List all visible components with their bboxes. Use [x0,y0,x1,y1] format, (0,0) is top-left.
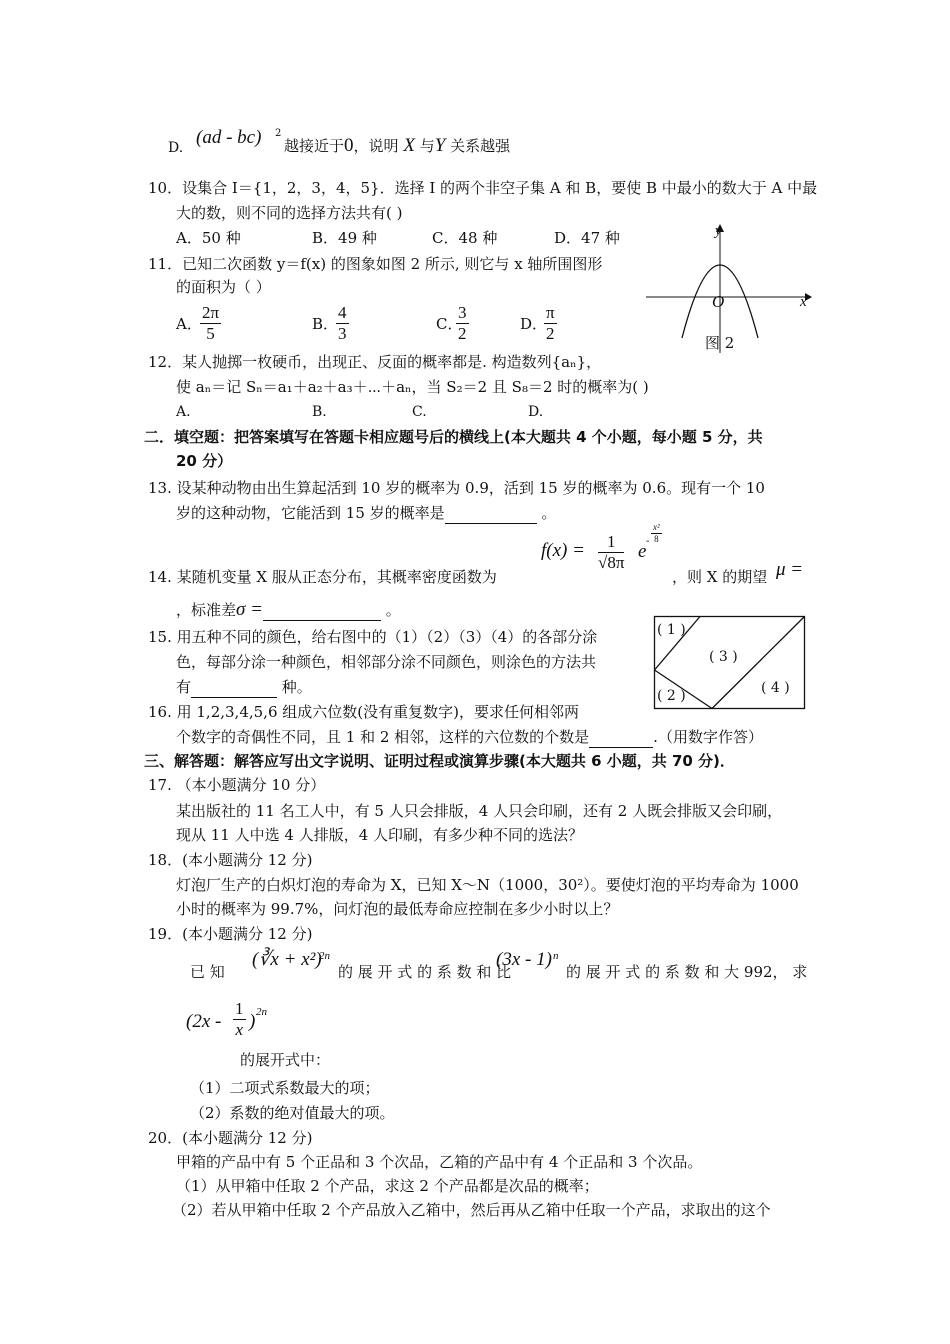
q11-line2: 的面积为（ ） [176,278,271,296]
q12-option-b: B. [312,404,327,420]
q12-option-a: A. [176,404,191,420]
q20-line3: （2）若从甲箱中任取 2 个产品放入乙箱中，然后再从乙箱中任取一个产品，求取出的这个 [172,1201,771,1219]
q14-fx: f(x) = [541,540,585,561]
section3-heading: 三、解答题：解答应写出文字说明、证明过程或演算步骤(本大题共 6 小题，共 70 分)． [144,752,735,770]
q19-expr2: (3x - 1) [496,949,552,970]
q11-option-b-label: B． [312,315,339,333]
q20-line1: 甲箱的产品中有 5 个正品和 3 个次品，乙箱的产品中有 4 个正品和 3 个次品。 [176,1153,703,1171]
q18-head: 18．(本小题满分 12 分) [148,851,313,869]
q17-line1: 某出版社的 11 名工人中，有 5 人只会排版，4 人只会印刷，还有 2 人既会排版又会印刷， [176,802,783,820]
q10-option-b: B．49 种 [312,229,377,247]
q12-line2: 使 aₙ＝记 Sₙ＝a₁＋a₂＋a₃＋⋯＋aₙ，当 S₂＝2 且 S₈＝2 时的概率为( ) [176,378,649,396]
q11-line1: 11．已知二次函数 y＝f(x) 的图象如图 2 所示, 则它与 x 轴所围图形 [148,255,603,273]
figure2-y-label: y [715,223,722,239]
q12-option-d: D. [528,404,544,420]
q11-option-a-label: A． [176,315,202,333]
q10-option-c: C．48 种 [432,229,498,247]
q18-line1: 灯泡厂生产的白炽灯泡的寿命为 X，已知 X～N（1000，30²）。要使灯泡的平均寿命为 1000 [176,876,799,894]
q19-expr1: (∛x + x²) [252,949,322,970]
q9-option-d-label: D. [168,140,184,156]
q19-text-d: 的展开式中： [240,1051,331,1069]
q16-line2: 个数字的奇偶性不同，且 1 和 2 相邻，这样的六位数的个数是 .（用数字作答） [176,728,763,746]
section2-heading-line1: 二．填空题：把答案填写在答题卡相应题号后的横线上(本大题共 4 个小题，每小题 5 分，共 [144,428,763,446]
q19-text-a: 已 知 [190,963,225,981]
q14-fraction: $\frac{1}{√8\pi}$ [598,532,625,572]
coloring-part-4: ( 4 ) [761,680,790,696]
q13-line1: 13. 设某种动物由出生算起活到 10 岁的概率为 0.9，活到 15 岁的概率为 0.6。现有一个 10 [148,479,765,497]
q19-exp3: 2n [256,1006,267,1018]
q14-exp-minus: - [646,536,650,547]
q20-line2: （1）从甲箱中任取 2 个产品，求这 2 个产品都是次品的概率； [176,1177,599,1195]
q15-line2: 色，每部分涂一种颜色，相邻部分涂不同颜色，则涂色的方法共 [176,653,597,671]
q10-line2: 大的数，则不同的选择方法共有( ) [176,204,403,222]
q9-option-d-text: 越接近于0，说明 X 与Y 关系越强 [284,135,511,156]
q19-expr3b: ) [249,1011,256,1032]
q11-option-d-label: D． [520,315,548,333]
q12-option-c: C. [412,404,427,420]
q10-line1: 10．设集合 I＝{1，2，3，4，5}．选择 I 的两个非空子集 A 和 B，要使 B 中最小的数大于 A 中最 [148,179,818,197]
q12-line1: 12．某人抛掷一枚硬币，出现正、反面的概率都是. 构造数列{aₙ}， [148,353,602,371]
q16-line1: 16. 用 1,2,3,4,5,6 组成六位数(没有重复数字)，要求任何相邻两 [148,703,579,721]
q14-tail: ，则 X 的期望 [672,568,768,586]
coloring-part-2: ( 2 ) [657,688,686,704]
q19-text-c: 的 展 开 式 的 系 数 和 大 992， 求 [566,963,808,981]
q15-line1: 15. 用五种不同的颜色，给右图中的（1）（2）（3）（4）的各部分涂 [148,628,598,646]
figure2-caption: 图 2 [705,334,735,352]
q14-line1: 14. 某随机变量 X 服从正态分布，其概率密度函数为 [148,568,497,586]
q11-option-a-fraction: $\frac{2\pi}{5}$ [202,303,220,343]
figure2-origin-label: O [712,292,725,311]
q11-option-c-fraction: $\frac{3}{2}$ [458,303,467,343]
q11-option-d-fraction: $\frac{\pi}{2}$ [546,303,555,343]
q19-exp1: 2n [319,950,330,962]
coloring-part-1: ( 1 ) [657,622,686,638]
q14-e: e [638,541,647,562]
q9-option-d-expr: (ad - bc) [196,127,262,148]
section2-heading-line2: 20 分） [176,452,233,470]
q10-option-d: D．47 种 [554,229,620,247]
q13-line2: 岁的这种动物，它能活到 15 岁的概率是 。 [176,504,557,522]
q11-option-c-label: C． [436,315,463,333]
q18-line2: 小时的概率为 99.7%，问灯泡的最低寿命应控制在多少小时以上？ [176,900,619,918]
q19-text-b: 的 展 开 式 的 系 数 和 比 [338,963,512,981]
q17-head: 17. （本小题满分 10 分） [148,776,326,794]
q19-fraction: $\frac{1}{x}$ [235,999,244,1039]
q19-expr3a: (2x - [186,1011,222,1032]
q20-head: 20．(本小题满分 12 分) [148,1129,313,1147]
figure2-x-label: x [800,294,807,310]
q14-exp-fraction: $\frac{\text{x²}}{8}$ [653,522,660,544]
q11-option-b-fraction: $\frac{4}{3}$ [338,303,347,343]
coloring-part-3: ( 3 ) [709,649,738,665]
q19-sub2: （2）系数的绝对值最大的项。 [190,1104,395,1122]
q14-line2: ，标准差σ = 。 [176,599,401,620]
q19-exp2: n [553,950,559,962]
q9-option-d-sup: 2 [275,128,282,139]
q19-head: 19．(本小题满分 12 分) [148,925,313,943]
q10-option-a: A．50 种 [176,229,241,247]
q15-line3: 有 种。 [176,678,312,696]
q14-mu: μ = [776,559,804,580]
q17-line2: 现从 11 人中选 4 人排版，4 人印刷，有多少种不同的选法？ [176,826,584,844]
q19-sub1: （1）二项式系数最大的项； [190,1079,380,1097]
